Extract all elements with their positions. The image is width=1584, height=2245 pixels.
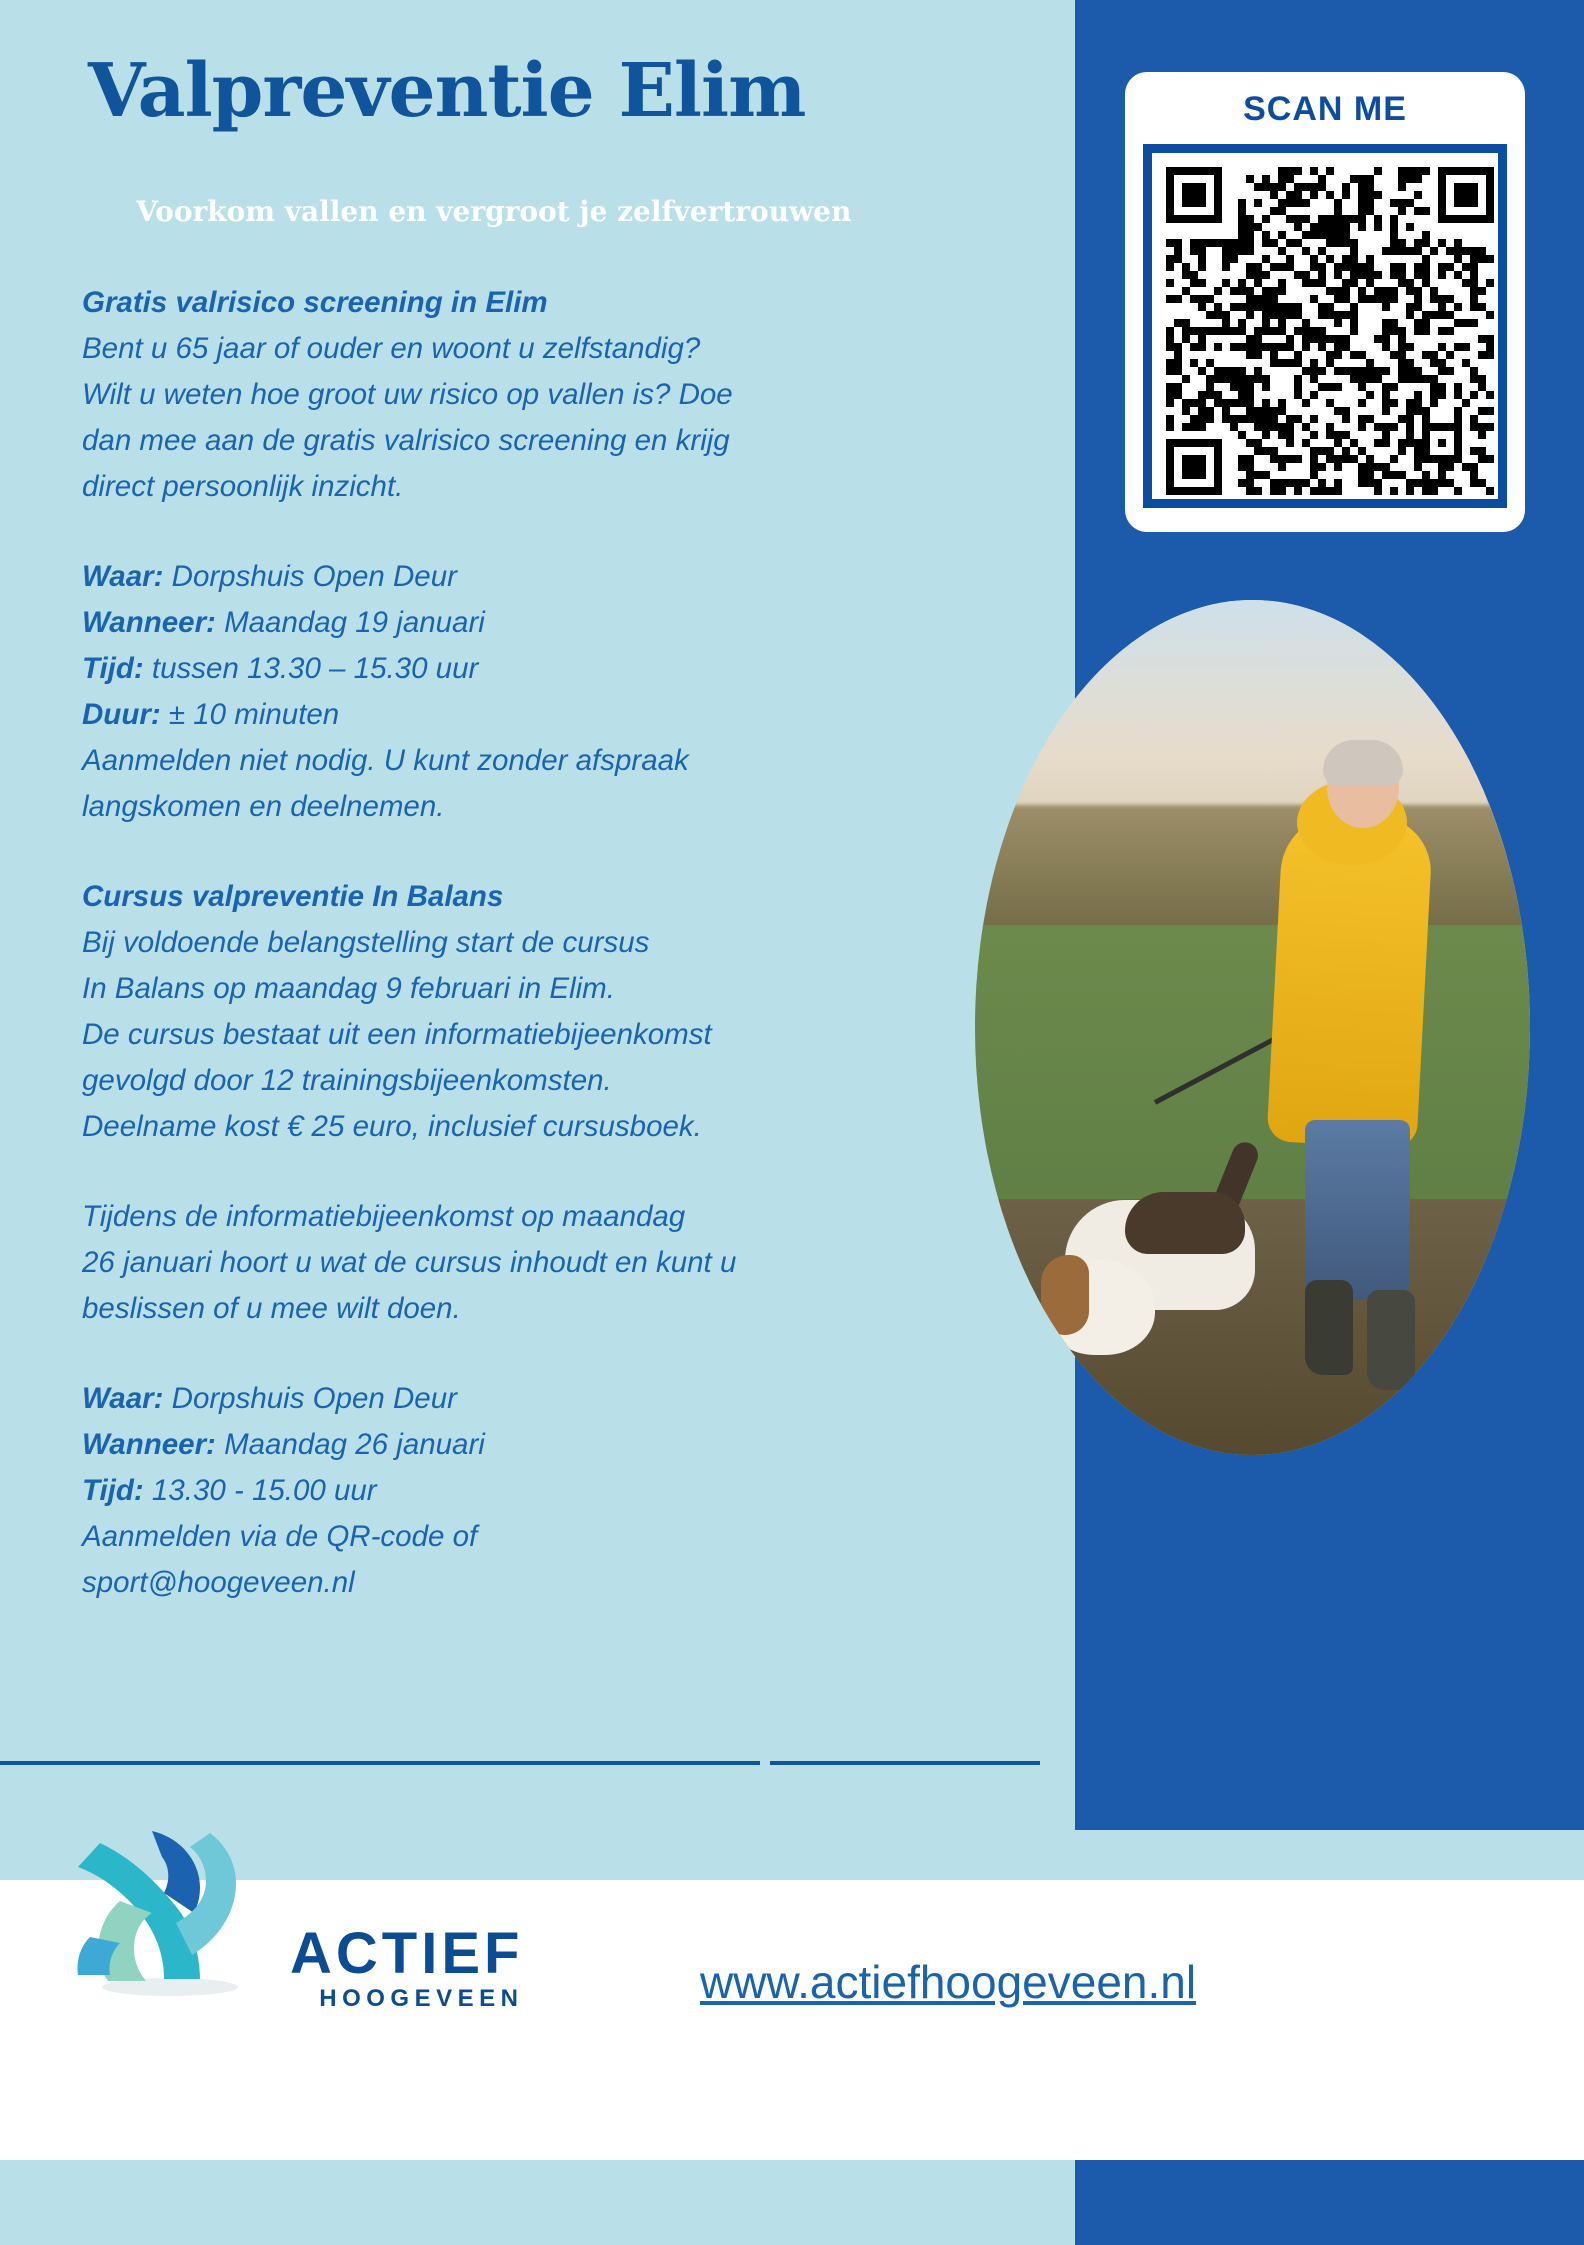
section2-line-5: Deelname kost € 25 euro, inclusief cursusboek. [82,1110,702,1143]
photo-boot-right [1367,1290,1415,1390]
photo-boot-left [1305,1280,1353,1375]
logo-wordmark [290,1921,524,2013]
logo-actief-text: ACTIEF [290,1921,524,1986]
photo-woman-walking-dog [975,600,1530,1455]
section1-line-3: dan mee aan de gratis valrisico screening en krijg [82,424,730,457]
spacer [82,1150,982,1194]
photo-jeans [1305,1120,1410,1300]
details1-tijd [82,646,982,692]
photo-field [975,925,1530,1216]
details1-tijd-label: Tijd: [82,652,144,685]
section2-heading: Cursus valpreventie In Balans [82,880,504,913]
details1-waar-value: Dorpshuis Open Deur [163,560,457,593]
details2-wanneer-label: Wanneer: [82,1428,216,1461]
qr-code-image[interactable] [1166,167,1494,495]
section3-line-3: beslissen of u mee wilt doen. [82,1292,461,1325]
details1-wanneer [82,600,982,646]
page-title: Valpreventie Elim [88,48,806,134]
section1-line-2: Wilt u weten hoe groot uw risico op vallen is? Doe [82,378,733,411]
details2-tijd-value: 13.30 - 15.00 uur [143,1474,377,1507]
section1-line-1: Bent u 65 jaar of ouder en woont u zelfstandig? [82,332,701,365]
details1-tijd-value: tussen 13.30 – 15.30 uur [143,652,479,685]
section1-heading: Gratis valrisico screening in Elim [82,286,548,319]
section2-line-2: In Balans op maandag 9 februari in Elim. [82,972,615,1005]
divider-right [770,1761,1040,1765]
photo-hair [1323,740,1403,786]
photo-dog-back [1125,1192,1245,1254]
poster-body-text [82,280,982,1606]
website-link[interactable]: www.actiefhoogeveen.nl [700,1956,1197,2008]
photo-dog-ear [1041,1255,1089,1335]
details1-waar [82,554,982,600]
details1-note-2: langskomen en deelnemen. [82,790,445,823]
details2-note-1: Aanmelden via de QR-code of [82,1520,478,1553]
section2-line-3: De cursus bestaat uit een informatiebijeenkomst [82,1018,712,1051]
details2-tijd-label: Tijd: [82,1474,144,1507]
details2-email: sport@hoogeveen.nl [82,1566,355,1599]
details2-wanneer-value: Maandag 26 januari [215,1428,485,1461]
bottom-cyan-strip [0,2160,1075,2245]
details2-waar [82,1376,982,1422]
details2-waar-label: Waar: [82,1382,164,1415]
qr-code-block[interactable] [1125,72,1525,532]
details1-duur-label: Duur: [82,698,161,731]
section3-line-2: 26 januari hoort u wat de cursus inhoudt en kunt u [82,1246,737,1279]
section2-line-4: gevolgd door 12 trainingsbijeenkomsten. [82,1064,612,1097]
scan-me-label: SCAN ME [1243,90,1407,128]
spacer [82,830,982,874]
photo-treeline [975,805,1530,942]
bottom-blue-strip [1075,2160,1584,2245]
details2-waar-value: Dorpshuis Open Deur [163,1382,457,1415]
details1-waar-label: Waar: [82,560,164,593]
qr-frame [1143,144,1507,508]
logo-hoogeveen-text: HOOGEVEEN [319,1985,524,2012]
spacer [82,1332,982,1376]
details1-duur-value: ± 10 minuten [160,698,340,731]
section2-line-1: Bij voldoende belangstelling start de cursus [82,926,650,959]
section1-line-4: direct persoonlijk inzicht. [82,470,404,503]
details1-note-1: Aanmelden niet nodig. U kunt zonder afspraak [82,744,689,777]
spacer [82,510,982,554]
details1-wanneer-label: Wanneer: [82,606,216,639]
details2-tijd [82,1468,982,1514]
details1-duur [82,692,982,738]
divider-left [0,1761,760,1765]
section3-line-1: Tijdens de informatiebijeenkomst op maandag [82,1200,686,1233]
page-subtitle: Voorkom vallen en vergroot je zelfvertrouwen [136,195,852,228]
details2-wanneer [82,1422,982,1468]
details1-wanneer-value: Maandag 19 januari [215,606,485,639]
